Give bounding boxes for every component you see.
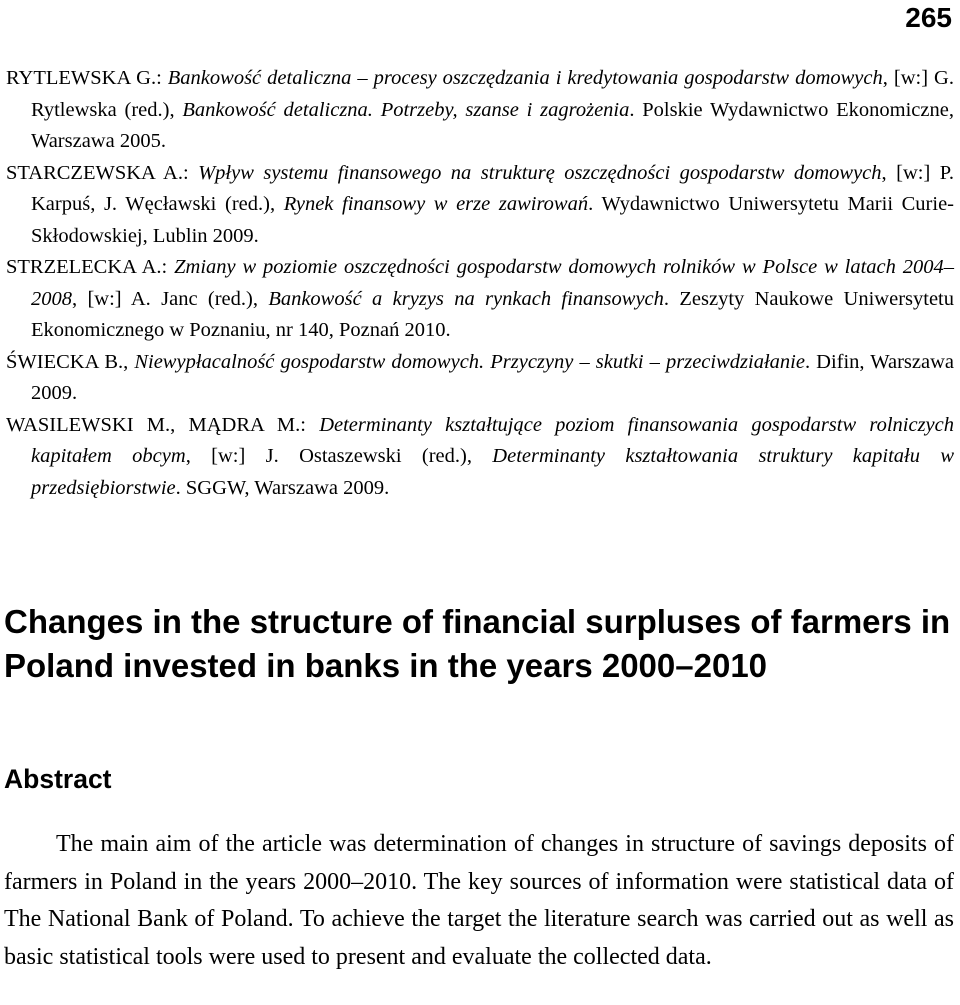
reference-editor: , [w:] A. Janc (red.), xyxy=(72,287,269,310)
reference-title: Bankowość detaliczna – procesy oszczędzania i kredytowania gospodarstw domowych xyxy=(167,67,883,89)
reference-editor: , [w:] J. Ostaszewski (red.), xyxy=(185,445,493,467)
reference-item xyxy=(6,410,954,505)
reference-item xyxy=(6,158,954,253)
reference-editor: , [w:] P. Karpuś, J. Węcławski (red.), xyxy=(31,161,954,215)
reference-author: RYTLEWSKA G.: xyxy=(6,67,168,89)
reference-author: WASILEWSKI M., MĄDRA M.: xyxy=(6,413,320,436)
abstract-heading: Abstract xyxy=(4,764,112,794)
reference-book-title: Bankowość a kryzys na rynkach finansowych xyxy=(268,287,664,310)
reference-item xyxy=(6,63,954,158)
reference-publisher: . Polskie Wydawnictwo Ekonomiczne, Warszawa 2005. xyxy=(31,98,954,152)
article-title: Changes in the structure of financial surpluses of farmers in Poland invested in banks in the years 2000–2010 xyxy=(4,603,951,684)
reference-title: Determinanty kształtujące poziom finansowania gospodarstw rolniczych kapitałem obcym xyxy=(31,413,955,467)
reference-publisher: . SGGW, Warszawa 2009. xyxy=(175,476,390,499)
reference-book-title: Rynek finansowy w erze zawirowań xyxy=(283,193,589,215)
reference-title: Niewypłacalność gospodarstw domowych. Przyczyny – skutki – przeciwdziałanie xyxy=(134,350,805,373)
abstract-text: The main aim of the article was determination of changes in structure of savings deposits of farmers in Poland in the years 2000–2010. The key sources of information were statistical data of The National Bank of Poland. To achieve the target the literature search was carried out as well as basic statistical tools were used to present and evaluate the collected data. xyxy=(4,831,954,970)
reference-title: Zmiany w poziomie oszczędności gospodarstw domowych rolników w Polsce w latach 2004–2008 xyxy=(31,256,955,310)
reference-item xyxy=(6,347,954,410)
page-number: 265 xyxy=(905,2,952,33)
reference-book-title: Determinanty kształtowania struktury kapitału w przedsiębiorstwie xyxy=(31,445,954,499)
reference-list xyxy=(6,63,954,504)
reference-editor: , [w:] G. Rytlewska (red.), xyxy=(31,67,954,121)
reference-title: Wpływ systemu finansowego na strukturę oszczędności gospodarstw domowych xyxy=(198,161,882,184)
reference-book-title: Bankowość detaliczna. Potrzeby, szanse i zagrożenia xyxy=(182,98,630,121)
reference-author: ŚWIECKA B., xyxy=(6,350,135,373)
reference-publisher: . Wydawnictwo Uniwersytetu Marii Curie-Skłodowskiej, Lublin 2009. xyxy=(31,193,955,247)
reference-author: STARCZEWSKA A.: xyxy=(6,161,199,184)
reference-item xyxy=(6,252,954,347)
reference-author: STRZELECKA A.: xyxy=(6,256,175,278)
reference-publisher: . Zeszyty Naukowe Uniwersytetu Ekonomicznego w Poznaniu, nr 140, Poznań 2010. xyxy=(31,287,954,341)
reference-publisher: . Difin, Warszawa 2009. xyxy=(31,350,954,404)
